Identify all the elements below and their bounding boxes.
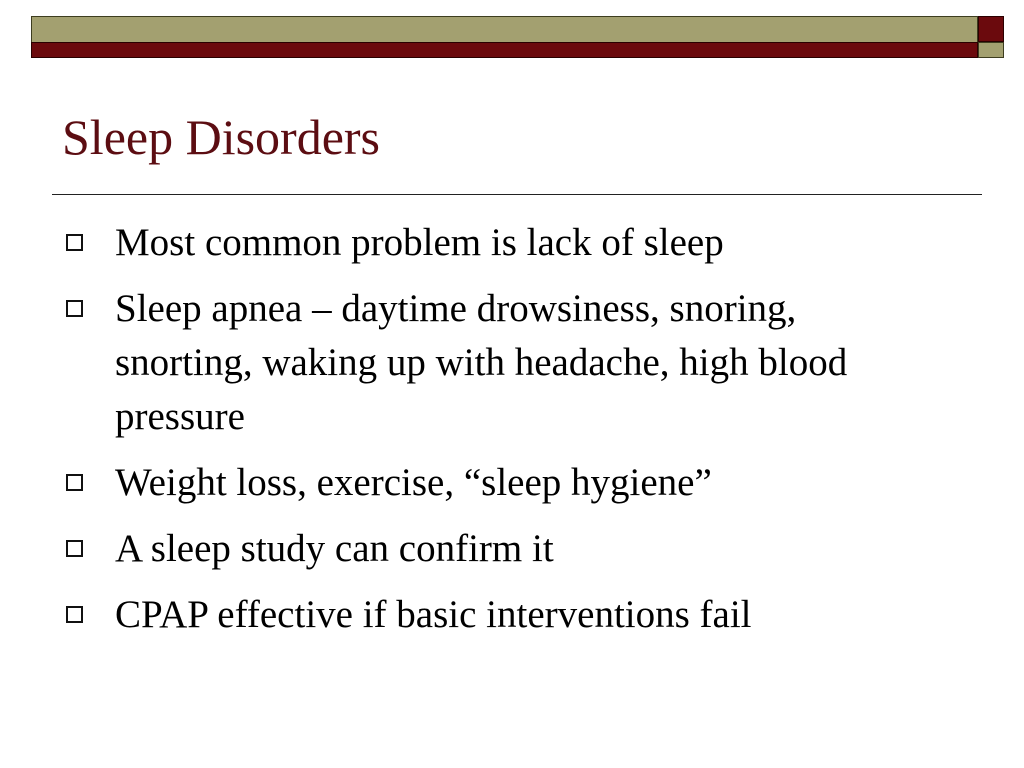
bullet-list (0, 216, 1024, 642)
header-band-olive (31, 16, 978, 42)
hollow-square-icon (66, 474, 83, 491)
bullet-item (0, 282, 935, 444)
hollow-square-icon (66, 234, 83, 251)
bullet-text: Sleep apnea – daytime drowsiness, snoring, snorting, waking up with headache, high blood pressure (115, 287, 848, 438)
bullet-text: Most common problem is lack of sleep (115, 221, 724, 264)
bullet-item (0, 588, 935, 642)
slide-title: Sleep Disorders (62, 109, 380, 165)
bullet-text: CPAP effective if basic interventions fail (115, 593, 752, 636)
hollow-square-icon (66, 540, 83, 557)
header-corner-square-maroon (978, 16, 1004, 42)
header-corner-square-olive (978, 42, 1004, 58)
bullet-item (0, 522, 935, 576)
bullet-item (0, 216, 935, 270)
hollow-square-icon (66, 606, 83, 623)
header-band-maroon (31, 42, 978, 58)
bullet-text: A sleep study can confirm it (115, 527, 554, 570)
bullet-item (0, 456, 935, 510)
bullet-text: Weight loss, exercise, “sleep hygiene” (115, 461, 712, 504)
hollow-square-icon (66, 300, 83, 317)
title-divider (52, 194, 982, 195)
